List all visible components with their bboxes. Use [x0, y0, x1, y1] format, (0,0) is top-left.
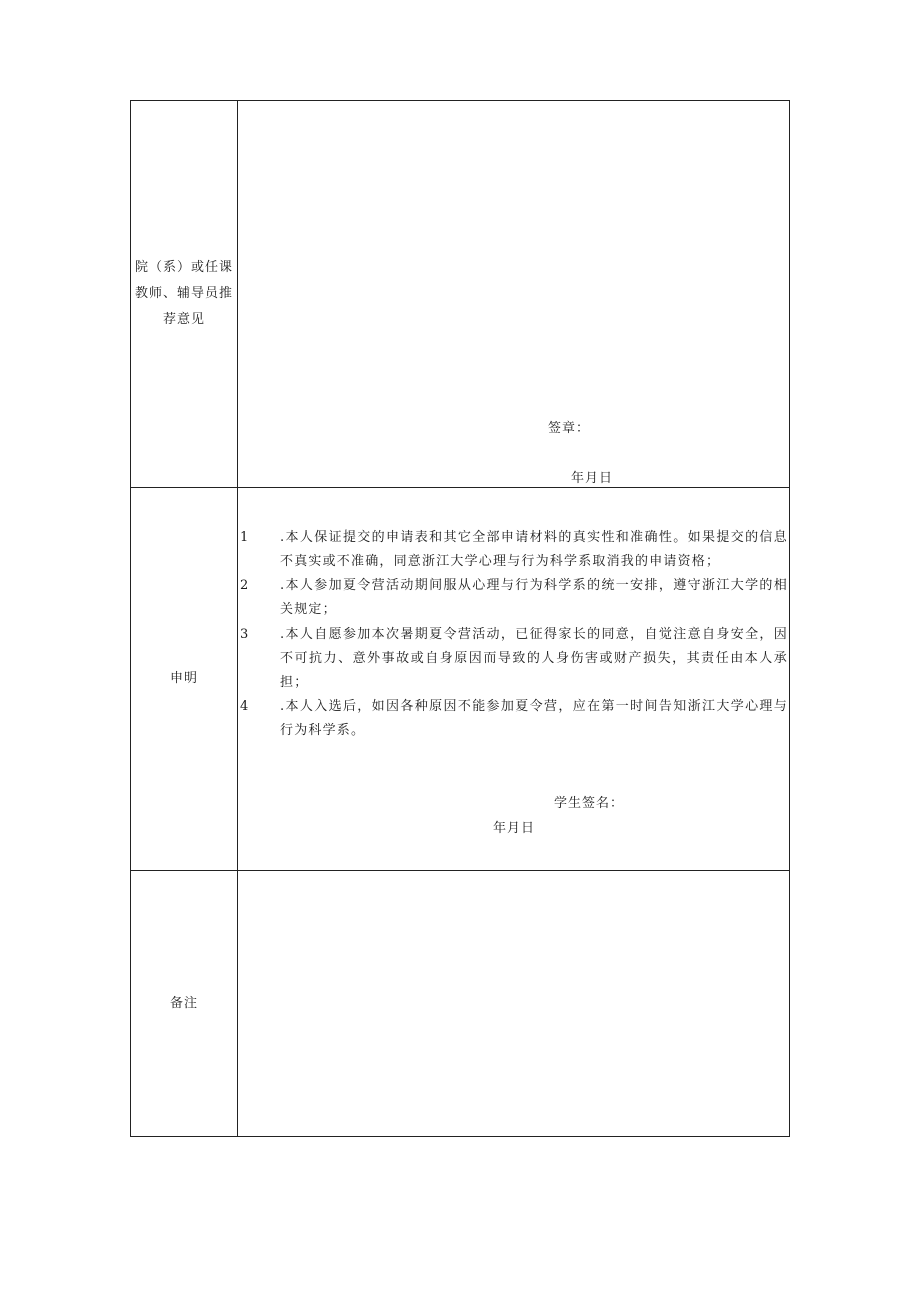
declaration-row — [131, 488, 789, 871]
student-signature-label: 学生签名： — [554, 796, 625, 811]
declaration-label-cell — [131, 488, 238, 870]
recommendation-label-cell — [131, 101, 238, 487]
declaration-item-number: 2 — [240, 578, 249, 593]
stamp-label: 签章： — [548, 421, 591, 436]
recommendation-content-cell[interactable] — [238, 101, 789, 487]
recommendation-row — [131, 101, 789, 488]
declaration-item-text: .本人参加夏令营活动期间服从心理与行为科学系的统一安排，遵守浙江大学的相关规定； — [280, 578, 788, 617]
declaration-date-label: 年月日 — [493, 821, 536, 836]
remarks-label-cell — [131, 871, 238, 1137]
declaration-item-text: .本人保证提交的申请表和其它全部申请材料的真实性和准确性。如果提交的信息不真实或不准确，同意浙江大学心理与行为科学系取消我的申请资格； — [280, 530, 788, 569]
declaration-item-number: 3 — [240, 627, 249, 642]
declaration-label: 申明 — [169, 671, 198, 686]
declaration-item-number: 4 — [240, 699, 249, 714]
recommendation-date-label: 年月日 — [571, 471, 614, 486]
declaration-item-text: .本人自愿参加本次暑期夏令营活动，已征得家长的同意，自觉注意自身安全，因不可抗力、意外事故或自身原因而导致的人身伤害或财产损失，其责任由本人承担； — [280, 627, 788, 690]
remarks-content-cell[interactable] — [238, 871, 789, 1137]
recommendation-label: 院（系）或任课教师、辅导员推荐意见 — [134, 260, 233, 327]
declaration-content-cell — [238, 488, 789, 870]
remarks-label: 备注 — [169, 996, 198, 1011]
declaration-item-text: .本人入选后，如因各种原因不能参加夏令营，应在第一时间告知浙江大学心理与行为科学系。 — [280, 699, 788, 738]
application-form-table — [130, 100, 790, 1137]
declaration-item-number: 1 — [240, 530, 249, 545]
remarks-row — [131, 871, 789, 1137]
